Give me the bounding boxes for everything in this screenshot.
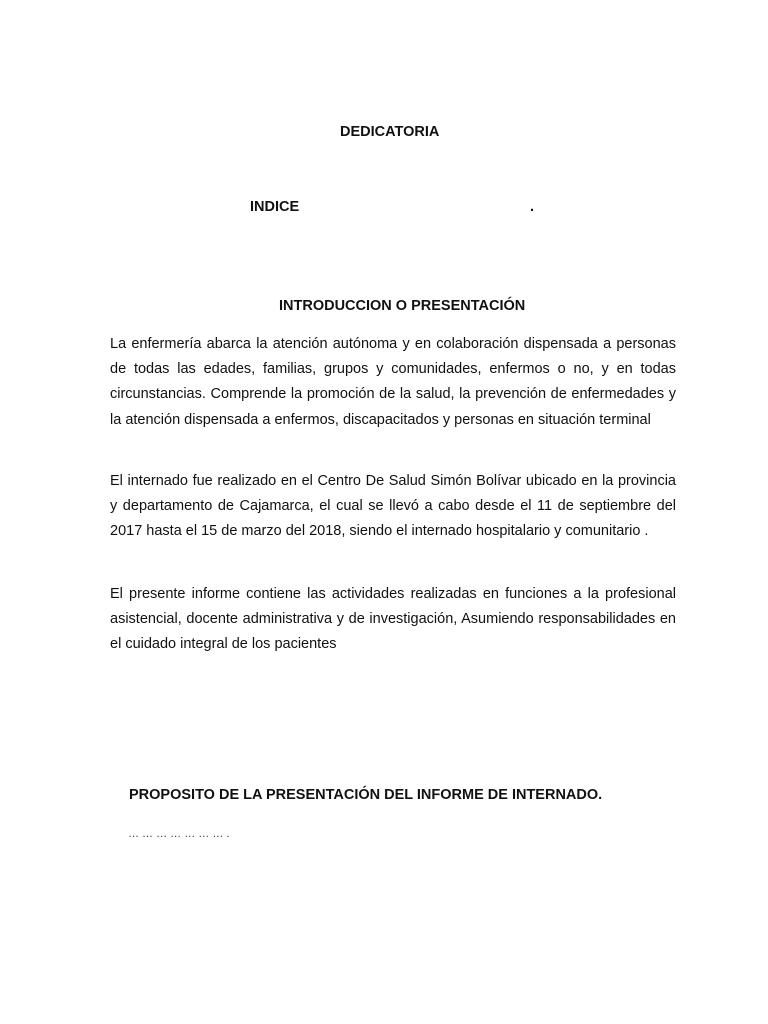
indice-leader-dot: . [530, 199, 535, 215]
indice-heading: INDICE [250, 199, 300, 215]
proposito-heading: PROPOSITO DE LA PRESENTACIÓN DEL INFORME DE INTERNADO. [129, 787, 603, 803]
intro-paragraph-2: El internado fue realizado en el Centro De Salud Simón Bolívar ubicado en la provincia y departamento de Cajamarca, el cual se llevó a cabo desde el 11 de septiembre del 2017 hasta el 15 de marzo del 2018, siendo el internado hospitalario y comunitario . [110, 473, 676, 540]
introduccion-heading: INTRODUCCION O PRESENTACIÓN [279, 298, 526, 314]
intro-paragraph-3: El presente informe contiene las actividades realizadas en funciones a la profesional asistencial, docente administrativa y de investigación, Asumiendo responsabilidades en el cuidado integral de los pacientes [110, 586, 676, 653]
placeholder-dots: … … … … … … … . [128, 828, 230, 840]
intro-paragraph-1: La enfermería abarca la atención autónoma y en colaboración dispensada a personas de todas las edades, familias, grupos y comunidades, enfermos o no, y en todas circunstancias. Comprende la promoción de la salud, la prevención de enfermedades y la atención dispensada a enfermos, discapacitados y personas en situación terminal [110, 336, 676, 428]
dedicatoria-heading: DEDICATORIA [340, 124, 440, 140]
